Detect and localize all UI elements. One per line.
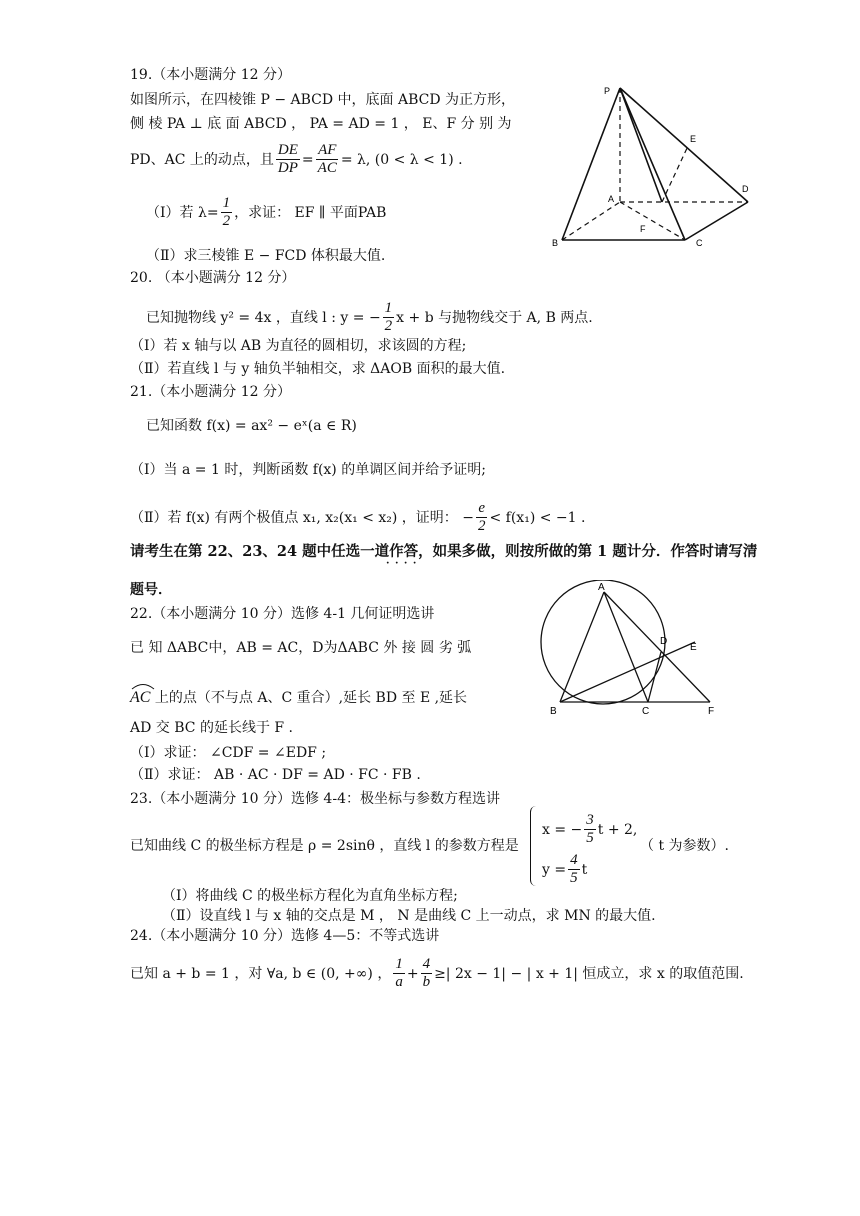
q19-line2: 侧 棱 PA ⊥ 底 面 ABCD ， PA = AD = 1 ， E、F 分 别 为	[130, 116, 512, 132]
q21-part2: （Ⅱ）若 f(x) 有两个极值点 x₁, x₂(x₁ < x₂) ，证明： − $\frac{e}{2}$ < f(x₁) < −1 .	[130, 500, 586, 534]
label-A: A	[608, 194, 615, 204]
q19-line3-text: PD、AC 上的动点，且	[130, 151, 274, 168]
q22-line1: 已 知 ΔABC中，AB = AC，D为ΔABC 外 接 圆 劣 弧	[130, 640, 472, 656]
q21-heading: 21.（本小题满分 12 分）	[130, 384, 291, 400]
q23-eq2: y = $\frac{4}{5}$ t	[542, 852, 588, 886]
label-D: D	[660, 636, 668, 647]
q22-line2: AC 上的点（不与点 A、C 重合）,延长 BD 至 E ,延长	[130, 688, 467, 708]
arc-mark-icon	[130, 680, 156, 690]
label-B: B	[552, 238, 559, 248]
label-E: E	[690, 642, 697, 653]
label-P: P	[604, 86, 611, 96]
q23-eq1: x = − $\frac{3}{5}$ t + 2,	[542, 812, 638, 846]
left-brace	[530, 806, 539, 886]
q19-part1-fraction: $\frac{1}{2}$	[222, 195, 231, 229]
q19-heading: 19.（本小题满分 12 分）	[130, 67, 291, 83]
q19-fraction-af-ac: $\frac{AF}{AC}$	[317, 142, 337, 176]
q21-line1: 已知函数 f(x) = ax² − eˣ(a ∈ R)	[146, 418, 357, 434]
exam-notice-line1: 请考生在第 22、23、24 题中任选一道作答，如果多做，则按所做的第 1 题计分．作答时请写清	[130, 543, 758, 560]
label-F: F	[708, 706, 715, 717]
q22-part1: （Ⅰ）求证： ∠CDF = ∠EDF ;	[130, 745, 327, 761]
q19-line3: PD、AC 上的动点，且 $\frac{DE}{DP}$ = $\frac{AF}{AC}$ = λ, (0 < λ < 1) .	[130, 142, 463, 176]
q20-part1: （Ⅰ）若 x 轴与以 AB 为直径的圆相切，求该圆的方程;	[130, 338, 467, 354]
label-D: D	[742, 184, 749, 194]
q24-fraction-1a: $\frac{1}{a}$	[395, 956, 403, 990]
q23-param-note: （ t 为参数）.	[640, 838, 729, 854]
q24-heading: 24.（本小题满分 10 分）选修 4—5：不等式选讲	[130, 928, 440, 944]
q23-part1: （Ⅰ）将曲线 C 的极坐标方程化为直角坐标方程;	[162, 888, 458, 904]
q21-fraction: $\frac{e}{2}$	[477, 500, 486, 534]
q20-heading: 20. （本小题满分 12 分）	[130, 270, 296, 286]
q19-line1: 如图所示，在四棱锥 P − ABCD 中，底面 ABCD 为正方形，	[130, 92, 516, 108]
label-A: A	[598, 582, 605, 593]
q23-part2: （Ⅱ）设直线 l 与 x 轴的交点是 M ， N 是曲线 C 上一动点，求 MN 的最大值.	[162, 908, 656, 924]
label-C: C	[696, 238, 703, 248]
q22-heading: 22.（本小题满分 10 分）选修 4-1 几何证明选讲	[130, 606, 435, 622]
label-E: E	[690, 134, 697, 144]
q19-part2: （Ⅱ）求三棱锥 E − FCD 体积最大值.	[146, 248, 386, 264]
q21-part1: （Ⅰ）当 a = 1 时，判断函数 f(x) 的单调区间并给予证明;	[130, 462, 486, 478]
q22-part2: （Ⅱ）求证： AB · AC · DF = AD · FC · FB .	[130, 767, 421, 783]
pyramid-figure	[550, 80, 760, 260]
emphasis-dots: · · · ·	[386, 558, 418, 569]
label-C: C	[642, 706, 650, 717]
q19-part1: （Ⅰ）若 λ= $\frac{1}{2}$ ，求证： EF ∥ 平面PAB	[146, 195, 387, 229]
q23-eq1-fraction: $\frac{3}{5}$	[586, 812, 594, 846]
q23-line1: 已知曲线 C 的极坐标方程是 ρ = 2sinθ ，直线 l 的参数方程是	[130, 838, 519, 854]
q20-part2: （Ⅱ）若直线 l 与 y 轴负半轴相交，求 ΔAOB 面积的最大值.	[130, 361, 506, 377]
q23-heading: 23.（本小题满分 10 分）选修 4-4：极坐标与参数方程选讲	[130, 791, 500, 807]
q23-eq2-fraction: $\frac{4}{5}$	[570, 852, 578, 886]
q22-line3: AD 交 BC 的延长线于 F .	[130, 720, 294, 736]
circle-figure	[540, 580, 730, 720]
q20-line1: 已知抛物线 y² = 4x ，直线 l : y = − $\frac{1}{2}$ x + b 与抛物线交于 A, B 两点.	[146, 300, 593, 334]
label-F: F	[640, 224, 646, 234]
q19-line3-cond: = λ, (0 < λ < 1) .	[340, 151, 463, 168]
label-B: B	[550, 706, 557, 717]
q24-fraction-4b: $\frac{4}{b}$	[422, 956, 431, 990]
arc-ac: AC	[130, 688, 150, 708]
q24-line1: 已知 a + b = 1 ，对 ∀a, b ∈ (0, +∞) ， $\frac{1}{a}$ + $\frac{4}{b}$ ≥| 2x − 1| − | x + 1| 恒成立，求 x 的取值范围.	[130, 956, 744, 990]
q20-fraction: $\frac{1}{2}$	[384, 300, 393, 334]
exam-notice-line2: 题号．	[130, 582, 172, 598]
q19-fraction-de-dp: $\frac{DE}{DP}$	[277, 142, 298, 176]
